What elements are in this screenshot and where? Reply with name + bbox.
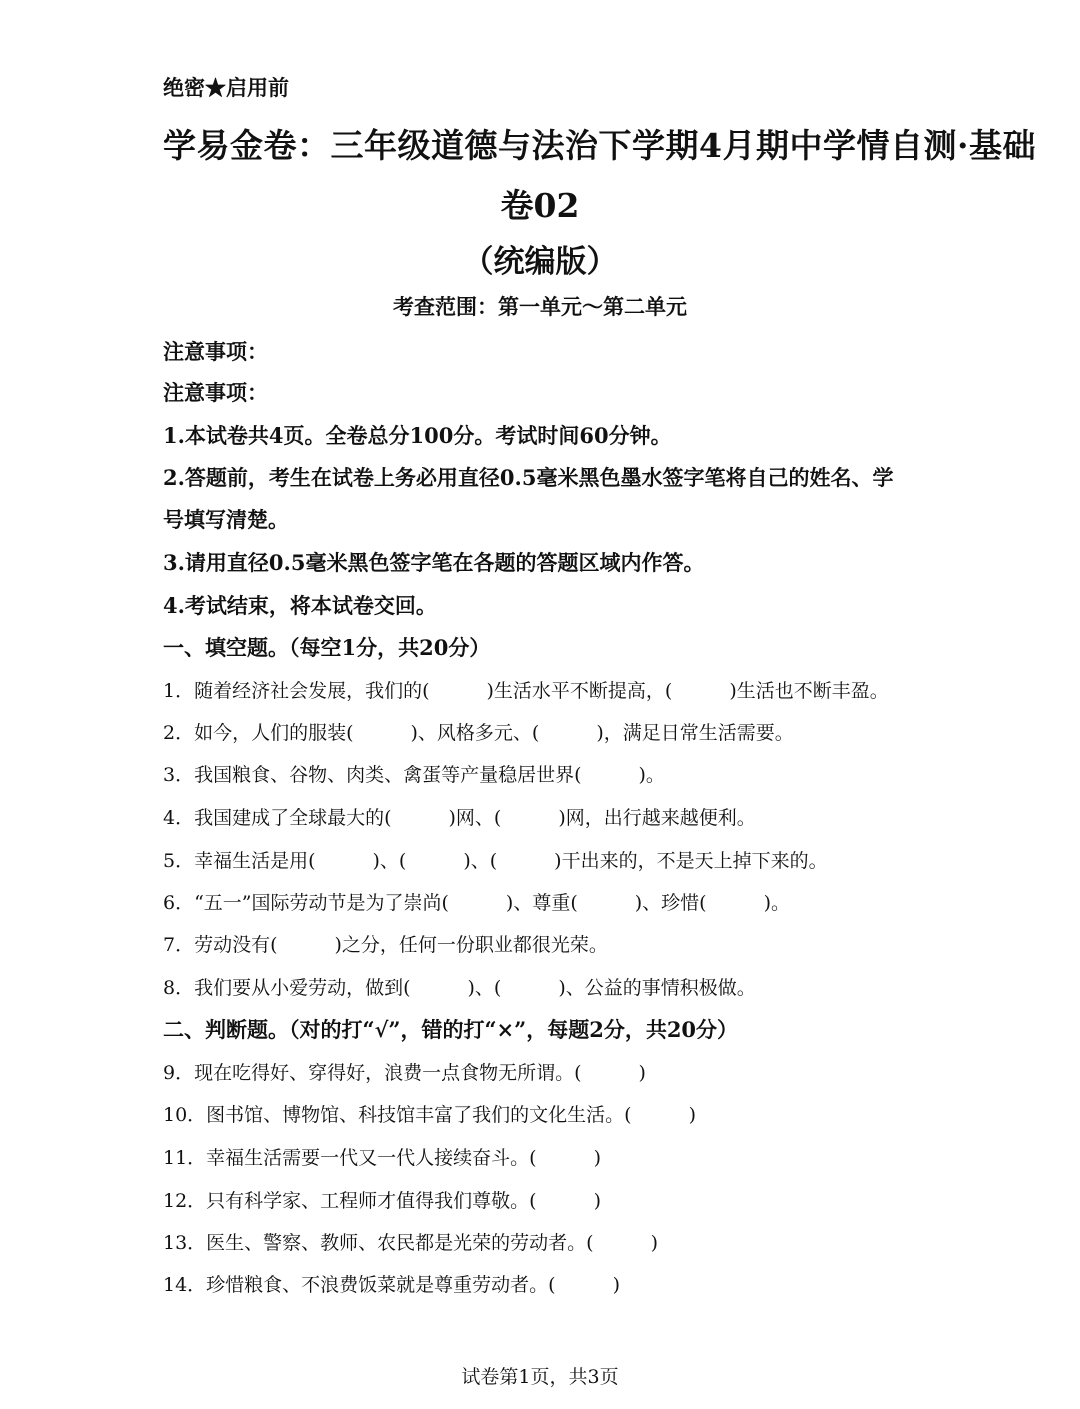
question-item: 2．如今，人们的服装( )、风格多元、( )，满足日常生活需要。 — [163, 722, 794, 744]
notice-item: 3.请用直径0.5毫米黑色签字笔在各题的答题区域内作答。 — [163, 550, 705, 575]
notice-item: 1.本试卷共4页。全卷总分100分。考试时间60分钟。 — [163, 423, 672, 448]
question-item: 13．医生、警察、教师、农民都是光荣的劳动者。( ) — [163, 1232, 659, 1254]
section-heading-true-false: 二、判断题。（对的打“√”，错的打“×”，每题2分，共20分） — [163, 1017, 739, 1042]
secret-label: 绝密★启用前 — [163, 75, 289, 100]
notice-item: 4.考试结束，将本试卷交回。 — [163, 593, 437, 618]
title-line-1: 学易金卷：三年级道德与法治下学期4月期中学情自测·基础 — [163, 126, 1036, 165]
title-line-3: （统编版） — [462, 244, 618, 280]
question-item: 3．我国粮食、谷物、肉类、禽蛋等产量稳居世界( )。 — [163, 764, 665, 786]
question-item: 6．“五一”国际劳动节是为了崇尚( )、尊重( )、珍惜( )。 — [163, 892, 790, 914]
question-item: 5．幸福生活是用( )、( )、( )干出来的，不是天上掉下来的。 — [163, 850, 828, 872]
question-item: 8．我们要从小爱劳动，做到( )、( )、公益的事情积极做。 — [163, 977, 756, 999]
notice-item: 2.答题前，考生在试卷上务必用直径0.5毫米黑色墨水签字笔将自己的姓名、学 — [163, 465, 894, 490]
question-item: 1．随着经济社会发展，我们的( )生活水平不断提高，( )生活也不断丰盈。 — [163, 680, 889, 702]
question-item: 7．劳动没有( )之分，任何一份职业都很光荣。 — [163, 934, 608, 956]
notice-heading-1: 注意事项： — [163, 339, 268, 364]
title-line-2: 卷02 — [500, 186, 580, 225]
question-item: 14．珍惜粮食、不浪费饭菜就是尊重劳动者。( ) — [163, 1274, 621, 1296]
question-item: 10．图书馆、博物馆、科技馆丰富了我们的文化生活。( ) — [163, 1104, 697, 1126]
question-item: 9．现在吃得好、穿得好，浪费一点食物无所谓。( ) — [163, 1062, 646, 1084]
notice-heading-2: 注意事项： — [163, 380, 268, 405]
question-item: 11．幸福生活需要一代又一代人接续奋斗。( ) — [163, 1147, 602, 1169]
notice-item: 号填写清楚。 — [163, 507, 289, 532]
question-item: 12．只有科学家、工程师才值得我们尊敬。( ) — [163, 1190, 602, 1212]
exam-scope: 考查范围：第一单元～第二单元 — [393, 294, 687, 319]
page-footer: 试卷第1页，共3页 — [461, 1366, 619, 1388]
section-heading-fill-blank: 一、填空题。（每空1分，共20分） — [163, 635, 491, 660]
question-item: 4．我国建成了全球最大的( )网、( )网，出行越来越便利。 — [163, 807, 756, 829]
